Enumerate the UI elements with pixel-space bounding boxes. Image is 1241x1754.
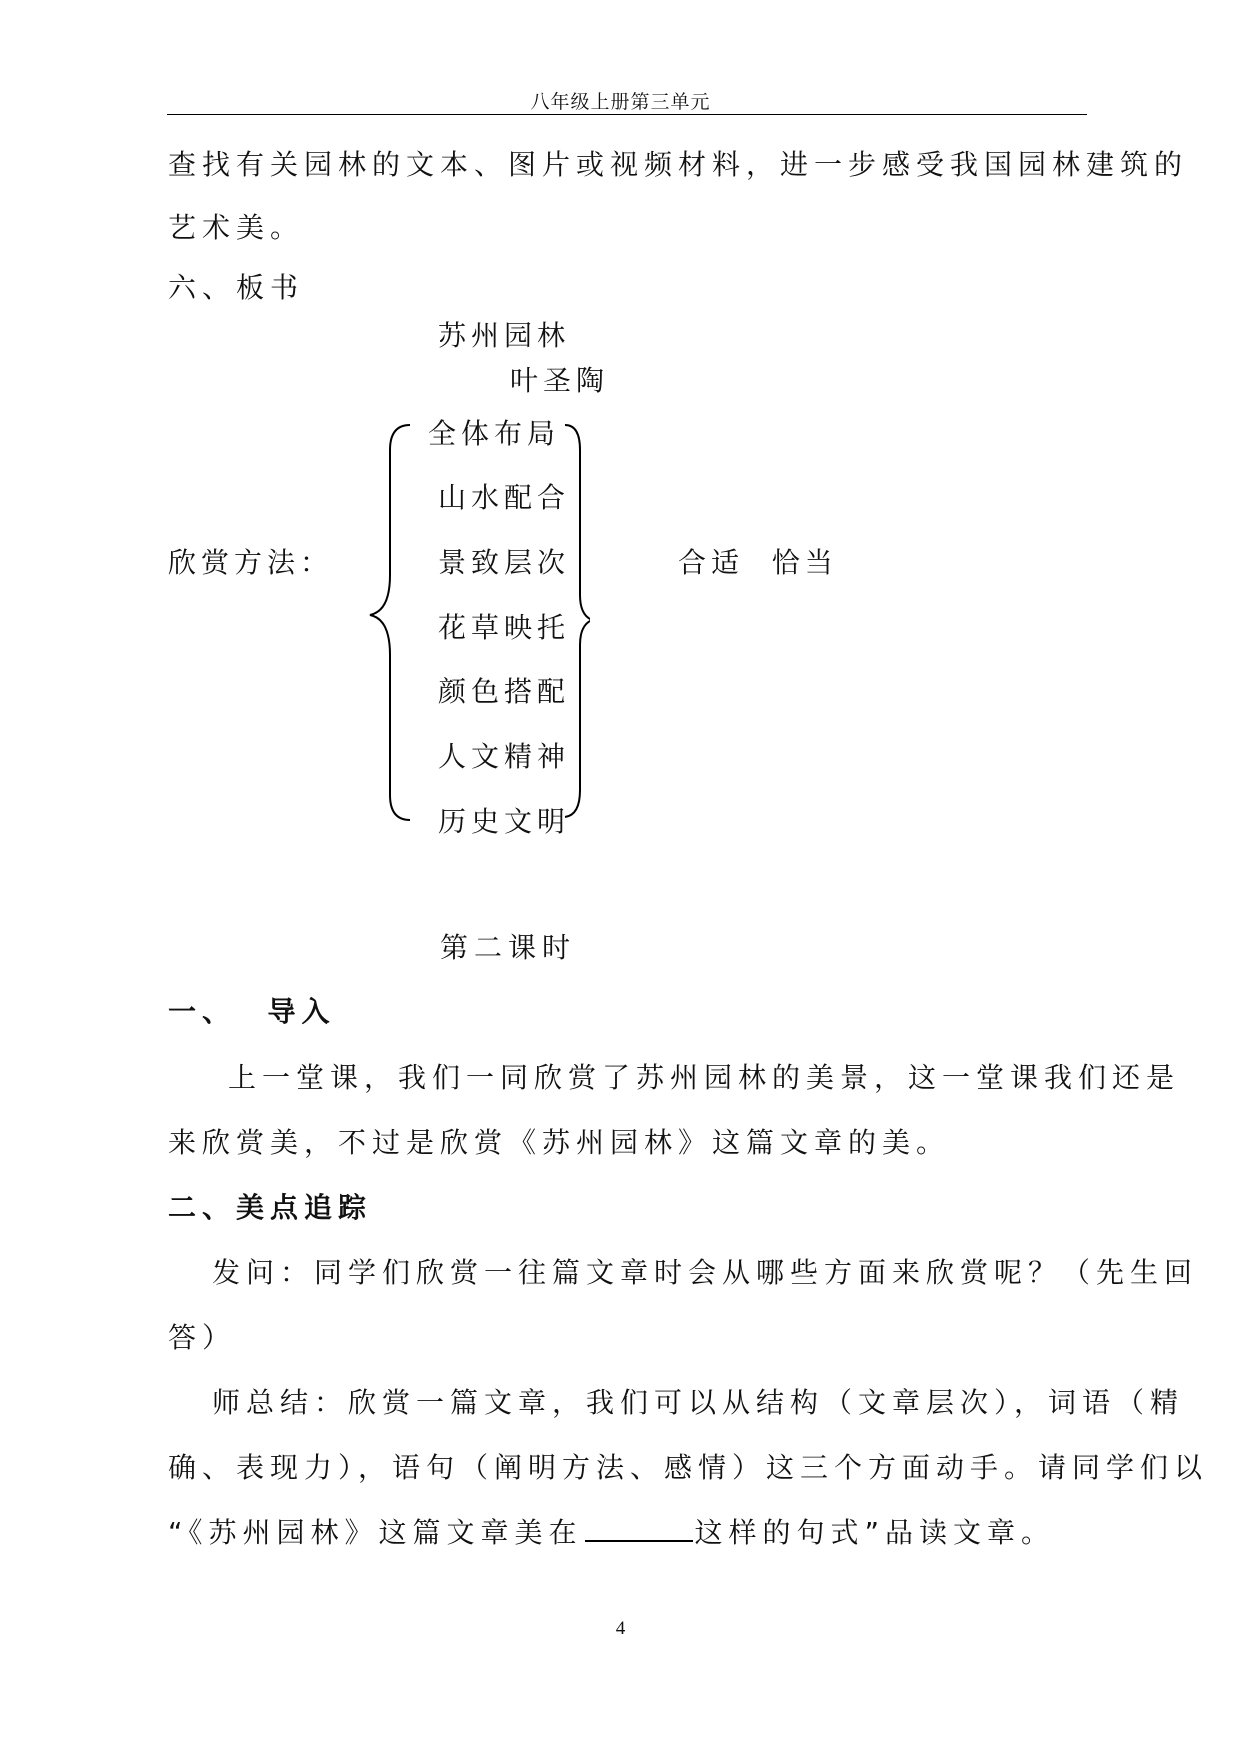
part1-para-line-1: 上一堂课，我们一同欣赏了苏州园林的美景，这一堂课我们还是: [228, 1061, 1181, 1094]
board-item: 历史文明: [438, 805, 571, 838]
summary-line-3-suffix: 这样的句式”品读文章。: [694, 1516, 1056, 1549]
lesson-title: 第二课时: [440, 931, 577, 964]
part2-summary-line-2: 确、表现力），语句（阐明方法、感情）这三个方面动手。请同学们以: [168, 1451, 1209, 1484]
summary-line-3-prefix: “《苏州园林》这篇文章美在: [168, 1516, 583, 1549]
board-title: 苏州园林: [438, 319, 571, 352]
part2-heading: 二、美点追踪: [168, 1191, 373, 1224]
fill-in-blank: [585, 1520, 693, 1542]
board-item: 花草映托: [438, 611, 571, 644]
part1-para-line-2: 来欣赏美，不过是欣赏《苏州园林》这篇文章的美。: [168, 1126, 951, 1159]
left-brace: [370, 425, 410, 820]
intro-line-1: 查找有关园林的文本、图片或视频材料，进一步感受我国园林建筑的: [168, 148, 1189, 181]
section-heading-board: 六、板书: [168, 271, 305, 304]
board-item: 山水配合: [438, 481, 571, 514]
part2-question-line-1: 发问：同学们欣赏一往篇文章时会从哪些方面来欣赏呢？（先生回: [212, 1256, 1199, 1289]
board-item: 全体布局: [428, 417, 561, 450]
board-item: 人文精神: [438, 740, 571, 773]
part2-question-line-2: 答）: [168, 1321, 237, 1354]
part2-summary-line-3: [168, 1511, 1055, 1551]
part1-heading: 一、 导入: [168, 995, 336, 1028]
running-header: 八年级上册第三单元: [530, 92, 711, 113]
intro-line-2: 艺术美。: [168, 211, 305, 244]
board-item: 颜色搭配: [438, 675, 571, 708]
board-conclusion: 合适 恰当: [678, 546, 838, 579]
page-number: 4: [615, 1618, 626, 1639]
board-label: 欣赏方法：: [168, 546, 334, 579]
board-item: 景致层次: [438, 546, 571, 579]
header-rule: [167, 114, 1087, 115]
board-author: 叶圣陶: [510, 364, 610, 397]
part2-summary-line-1: 师总结：欣赏一篇文章，我们可以从结构（文章层次），词语（精: [212, 1386, 1185, 1419]
